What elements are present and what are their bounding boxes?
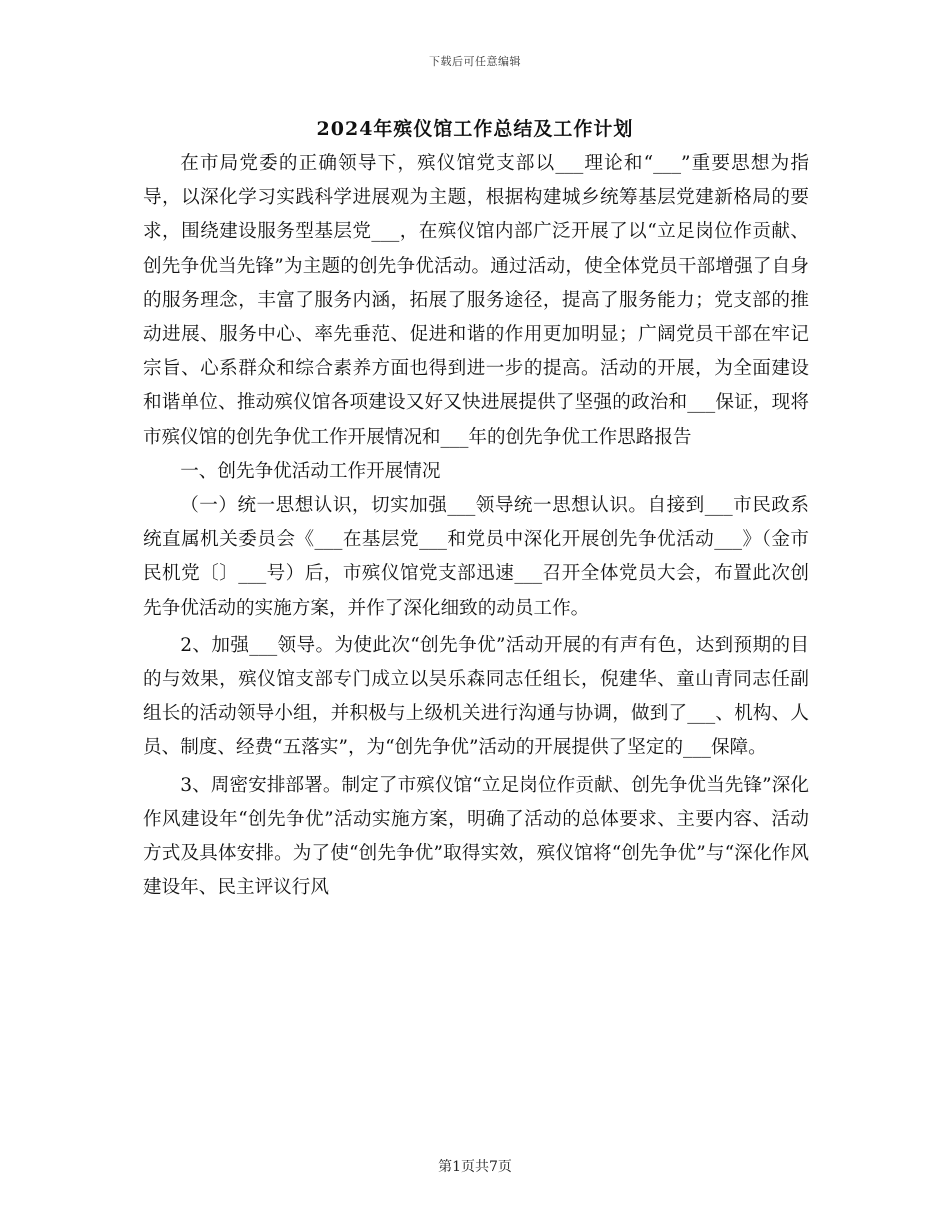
- document-title: 2024年殡仪馆工作总结及工作计划: [316, 118, 634, 140]
- paragraph-item-2: 2、加强___领导。为使此次“创先争优”活动开展的有声有色，达到预期的目的与效果，殡仪馆支部专门成立以吴乐森同志任组长，倪建华、童山青同志任副组长的活动领导小组，并积极与上级机关进行沟通与协调，做到了___、机构、人员、制度、经费“五落实”，为“创先争优”活动的开展提供了坚定的___保障。: [143, 634, 809, 759]
- paragraph-item-1: （一）统一思想认识，切实加强___领导统一思想认识。自接到___市民政系统直属机关委员会《___在基层党___和党员中深化开展创先争优活动___》（金市民机党〔〕___号）后，市殡仪馆党支部迅速___召开全体党员大会，布置此次创先争优活动的实施方案，并作了深化细致的动员工作。: [143, 495, 809, 619]
- section-heading-1: 一、创先争优活动工作开展情况: [180, 460, 441, 482]
- paragraph-item-3: 3、周密安排部署。制定了市殡仪馆“立足岗位作贡献、创先争优当先锋”深化作风建设年“创先争优”活动实施方案，明确了活动的总体要求、主要内容、活动方式及具体安排。为了使“创先争优”取得实效，殡仪馆将“创先争优”与“深化作风建设年、民主评议行风: [143, 774, 809, 899]
- paragraph-intro: 在市局党委的正确领导下，殡仪馆党支部以___理论和“___”重要思想为指导，以深化学习实践科学进展观为主题，根据构建城乡统筹基层党建新格局的要求，围绕建设服务型基层党___，在殡仪馆内部广泛开展了以“立足岗位作贡献、创先争优当先锋”为主题的创先争优活动。通过活动，使全体党员干部增强了自身的服务理念，丰富了服务内涵，拓展了服务途径，提高了服务能力；党支部的推动进展、服务中心、率先垂范、促进和谐的作用更加明显；广阔党员干部在牢记宗旨、心系群众和综合素养方面也得到进一步的提高。活动的开展，为全面建设和谐单位、推动殡仪馆各项建设又好又快进展提供了坚强的政治和___保证，现将市殡仪馆的创先争优工作开展情况和___年的创先争优工作思路报告: [143, 153, 809, 448]
- document-body: [143, 147, 809, 905]
- page-header-note: 下载后可任意编辑: [429, 55, 521, 68]
- page-number: 第1页共7页: [438, 1159, 512, 1175]
